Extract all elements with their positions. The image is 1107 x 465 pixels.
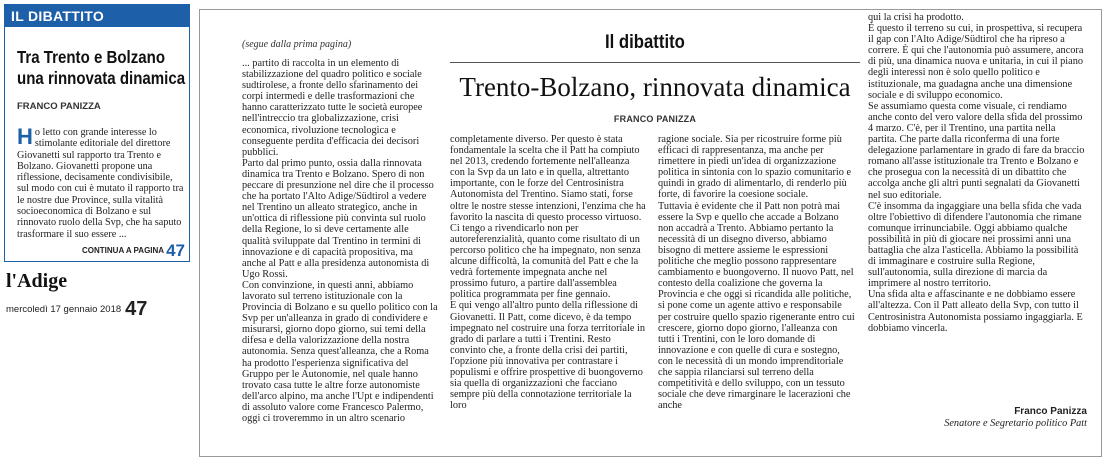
teaser-continue-label: CONTINUA A PAGINA (82, 246, 165, 255)
article-byline: FRANCO PANIZZA (613, 114, 697, 124)
newspaper-masthead: l'Adige (6, 270, 68, 292)
teaser-continue-page: 47 (166, 241, 185, 260)
teaser-continue-link[interactable] (82, 241, 185, 261)
teaser-title-line2: una rinnovata dinamica (17, 68, 186, 88)
article-column-4 (868, 12, 1086, 334)
teaser-body (17, 124, 187, 240)
article-column-1 (242, 58, 438, 424)
teaser-title (17, 47, 186, 89)
author-signature (944, 406, 1087, 429)
signature-role: Senatore e Segretario politico Patt (944, 417, 1087, 429)
column-1-text: ... partito di raccolta in un elemento di stabilizzazione del quadro politico e sociale sudtirolese, a fronte dello sfarinamento dei corpi intermedi e delle trasformazioni che hanno caratterizzato tutte le società europee nell'intreccio tra globalizzazione, crisi economica, rivoluzione tecnologica e conseguente perdita d'efficacia dei decisori pubblici. Parto dal primo punto, ossia dalla rinnovata dinamica tra Trento e Bolzano. Spero di non peccare di presunzione nel dire che il processo che ha portato l'Alto Adige/Südtirol a vedere nel Trentino un alleato strategico, anche in un'ottica di riflessione più convinta sul ruolo della Regione, lo si deve certamente alle qualità sviluppate dal Trentino in termini di innovazione e di capacità propositiva, ma anche al Patt e alla presidenza autonomista di Ugo Rossi. Con convinzione, in questi anni, abbiamo lavorato sul terreno istituzionale con la Provincia di Bolzano e su quello politico con la Svp per un'alleanza in grado di condividere e misurarsi, giorno dopo giorno, sui temi della difesa e della valorizzazione della nostra autonomia. Senza quest'alleanza, che a Roma ha prodotto l'esperienza significativa del Gruppo per le Autonomie, nel quale hanno trovato casa tutte le altre forze autonomiste dell'arco alpino, ma anche l'Upt e indipendenti di assoluto valore come Francesco Palermo, oggi ci troveremmo in un altro scenario (242, 58, 438, 424)
column-4-text: qui la crisi ha prodotto. È questo il terreno su cui, in prospettiva, si recupera il gap con l'Alto Adige/Südtirol che ha ripreso a correre. È qui che l'autonomia può assumere, ancora di più, una dinamica nuova e unitaria, in cui il piano degli interessi non è solo quello politico e istituzionale, ma guadagna anche una dimensione sociale e di sviluppo economico. Se assumiamo questa come visuale, ci rendiamo anche conto del vero valore della sfida del prossimo 4 marzo. C'è, per il Trentino, una partita nella partita. Che parte dalla riconferma di una forte delegazione parlamentare in grado di fare da braccio romano all'asse istituzionale tra Trento e Bolzano e che prosegua con la necessità di un dibattito che accolga anche gli altri punti segnalati da Giovanetti nel suo editoriale. C'è insomma da ingaggiare una bella sfida che vada oltre l'obiettivo di difendere l'autonomia che rimane comunque irrinunciabile. Oggi abbiamo qualche possibilità in più di giocare nei prossimi anni una battaglia che alza l'asticella. Abbiamo la possibilità di immaginare e costruire sulla Regione, sull'autonomia, sulla direzione di marcia da imprimere al nostro territorio. Una sfida alta e affascinante e ne dobbiamo essere all'altezza. Con il Patt alleato della Svp, con tutto il Centrosinistra Autonomista possiamo ingaggiarla. E dobbiamo vincerla. (868, 12, 1085, 334)
article-box (199, 9, 1102, 457)
teaser-author: FRANCO PANIZZA (17, 101, 101, 112)
section-rubric: Il dibattito (605, 32, 685, 53)
column-3-text: ragione sociale. Sia per ricostruire forme più efficaci di rappresentanza, ma anche per rimettere in piedi un'idea di organizzazione politica in sintonia con lo spazio comunitario e quindi in grado di alimentarlo, di renderlo più forte, di favorire la coesione sociale. Tuttavia è evidente che il Patt non potrà mai essere la Svp e quello che accade a Bolzano non accadrà a Trento. Abbiamo pertanto la necessità di un disegno diverso, abbiamo bisogno di mettere assieme le espressioni politiche che meglio possono rappresentare cambiamento e buongoverno. Il nuovo Patt, nel contesto della coalizione che governa la Provincia e che oggi si ricandida alle politiche, si pone come un agente attivo e responsabile per costruire quello spazio rigenerante entro cui crescere, giorno dopo giorno, l'alleanza con tutti i Trentini, con le loro domande di innovazione e con quelle di cura e sostegno, con le necessità di un mondo imprenditoriale che sappia rilanciarsi sul terreno della competitività e dello sviluppo, con un tessuto sociale che deve rimarginare le lacerazioni che anche (658, 134, 855, 412)
article-headline: Trento-Bolzano, rinnovata dinamica (459, 72, 851, 102)
issue-date: mercoledì 17 gennaio 2018 (6, 304, 122, 315)
segue-note: (segue dalla prima pagina) (242, 39, 352, 50)
teaser-dropcap: H (17, 124, 33, 149)
article-column-2 (450, 134, 646, 411)
column-2-text: completamente diverso. Per questo è stata fondamentale la scelta che il Patt ha compiuto nel 2013, credendo fortemente nell'alleanza con la Svp da un lato e in quella, altrettanto importante, con le forze del Centrosinistra Autonomista del Trentino. Siamo stati, forse oltre le nostre stesse intenzioni, l'enzima che ha favorito la nascita di questo processo virtuoso. Ci tengo a rivendicarlo non per autoreferenzialità, quanto come risultato di un percorso politico che ha impegnato, non senza alcune difficoltà, la comunità del Patt e che la vedrà fortemente impegnata anche nel prossimo futuro, a partire dall'assemblea politica programmata per fine gennaio. E qui vengo all'altro punto della riflessione di Giovanetti. Il Patt, come dicevo, è da tempo impegnato nel costruire una forza territoriale in grado di parlare a tutti i Trentini. Resto convinto che, a fronte della crisi dei partiti, l'opzione più innovativa per contrastare i populismi e offrire prospettive di buongoverno sia quella di organizzazioni che facciano sempre più della connotazione territoriale la loro (450, 134, 646, 412)
teaser-title-line1: Tra Trento e Bolzano (17, 47, 166, 67)
article-column-3 (658, 134, 856, 411)
dateline (6, 298, 147, 321)
headline-rule (450, 62, 860, 63)
signature-name: Franco Panizza (1014, 406, 1087, 417)
teaser-body-text: o letto con grande interesse lo stimolante editoriale del direttore Giovanetti sul rapporto tra Trento e Bolzano. Giovanetti propone una riflessione, decisamente condivisibile, sul modo con cui è mutato il rapporto tra le nostre due Province, sulla vitalità socioeconomica di Bolzano e sul rinnovato ruolo della Svp, che ha saputo trasformare il suo essere ... (17, 127, 184, 240)
teaser-section-banner: IL DIBATTITO (5, 5, 189, 27)
page-number: 47 (125, 298, 148, 320)
teaser-box (4, 4, 190, 262)
